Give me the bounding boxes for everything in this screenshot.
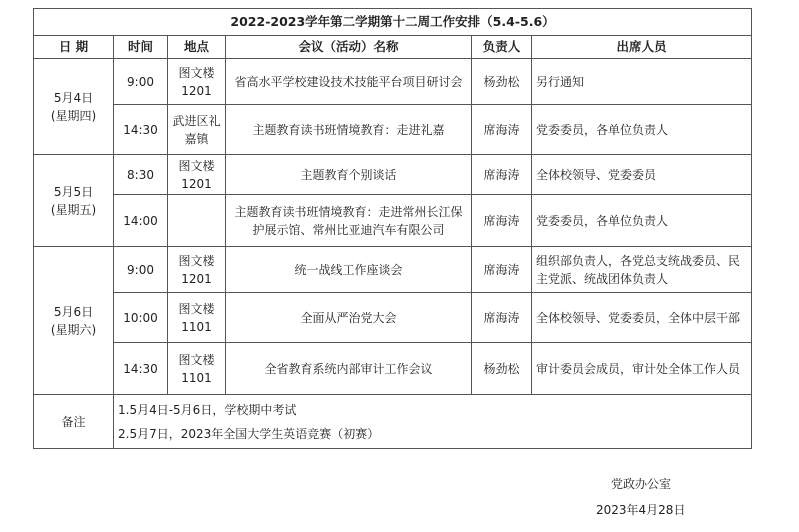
meeting-cell: 全面从严治党大会 [226, 293, 472, 343]
header-row [34, 36, 752, 59]
header-owner: 负责人 [472, 36, 532, 59]
date-cell [34, 155, 114, 247]
meeting-cell: 主题教育读书班情境教育：走进常州长江保护展示馆、常州比亚迪汽车有限公司 [226, 195, 472, 247]
table-row [34, 293, 752, 343]
attendees-cell: 党委委员，各单位负责人 [532, 105, 752, 155]
footer-office: 党政办公室 [611, 477, 672, 491]
time-cell: 10:00 [114, 293, 168, 343]
place-cell: 图文楼1101 [168, 343, 226, 395]
table-row [34, 343, 752, 395]
notes-row [34, 395, 752, 449]
owner-cell: 席海涛 [472, 247, 532, 293]
table-row [34, 247, 752, 293]
footer-date: 2023年4月28日 [596, 503, 686, 517]
attendees-cell: 另行通知 [532, 59, 752, 105]
meeting-cell: 全省教育系统内部审计工作会议 [226, 343, 472, 395]
meeting-cell: 主题教育读书班情境教育：走进礼嘉 [226, 105, 472, 155]
date-cell [34, 59, 114, 155]
table-row [34, 59, 752, 105]
owner-cell: 杨劲松 [472, 343, 532, 395]
note-line: 1.5月4日-5月6日，学校期中考试 [118, 402, 297, 417]
place-cell [168, 195, 226, 247]
schedule-title: 2022-2023学年第二学期第十二周工作安排（5.4-5.6） [34, 9, 752, 36]
time-cell: 14:00 [114, 195, 168, 247]
note-line: 2.5月7日，2023年全国大学生英语竞赛（初赛） [118, 426, 380, 441]
header-date: 日 期 [34, 36, 114, 59]
meeting-cell: 省高水平学校建设技术技能平台项目研讨会 [226, 59, 472, 105]
header-attendees: 出席人员 [532, 36, 752, 59]
date-label: 5月5日 [53, 184, 94, 199]
place-cell: 图文楼1201 [168, 59, 226, 105]
owner-cell: 杨劲松 [472, 59, 532, 105]
weekday-label: (星期四) [50, 108, 97, 123]
date-label: 5月6日 [53, 304, 94, 319]
attendees-cell: 全体校领导、党委委员 [532, 155, 752, 195]
attendees-cell: 组织部负责人，各党总支统战委员、民主党派、统战团体负责人 [532, 247, 752, 293]
time-cell: 9:00 [114, 59, 168, 105]
place-cell: 武进区礼嘉镇 [168, 105, 226, 155]
header-meeting: 会议（活动）名称 [226, 36, 472, 59]
table-row [34, 105, 752, 155]
attendees-cell: 审计委员会成员，审计处全体工作人员 [532, 343, 752, 395]
date-cell [34, 247, 114, 395]
meeting-cell: 统一战线工作座谈会 [226, 247, 472, 293]
weekday-label: (星期五) [50, 202, 97, 217]
schedule-table [33, 8, 752, 449]
attendees-cell: 党委委员，各单位负责人 [532, 195, 752, 247]
header-place: 地点 [168, 36, 226, 59]
time-cell: 8:30 [114, 155, 168, 195]
owner-cell: 席海涛 [472, 293, 532, 343]
place-cell: 图文楼1201 [168, 155, 226, 195]
meeting-cell: 主题教育个别谈话 [226, 155, 472, 195]
time-cell: 14:30 [114, 343, 168, 395]
header-time: 时间 [114, 36, 168, 59]
table-row [34, 195, 752, 247]
place-cell: 图文楼1101 [168, 293, 226, 343]
weekday-label: (星期六) [50, 322, 97, 337]
owner-cell: 席海涛 [472, 105, 532, 155]
owner-cell: 席海涛 [472, 155, 532, 195]
time-cell: 9:00 [114, 247, 168, 293]
date-label: 5月4日 [53, 90, 94, 105]
attendees-cell: 全体校领导、党委委员，全体中层干部 [532, 293, 752, 343]
place-cell: 图文楼1201 [168, 247, 226, 293]
time-cell: 14:30 [114, 105, 168, 155]
table-row [34, 155, 752, 195]
notes-label: 备注 [34, 395, 114, 449]
owner-cell: 席海涛 [472, 195, 532, 247]
notes-cell [114, 395, 752, 449]
